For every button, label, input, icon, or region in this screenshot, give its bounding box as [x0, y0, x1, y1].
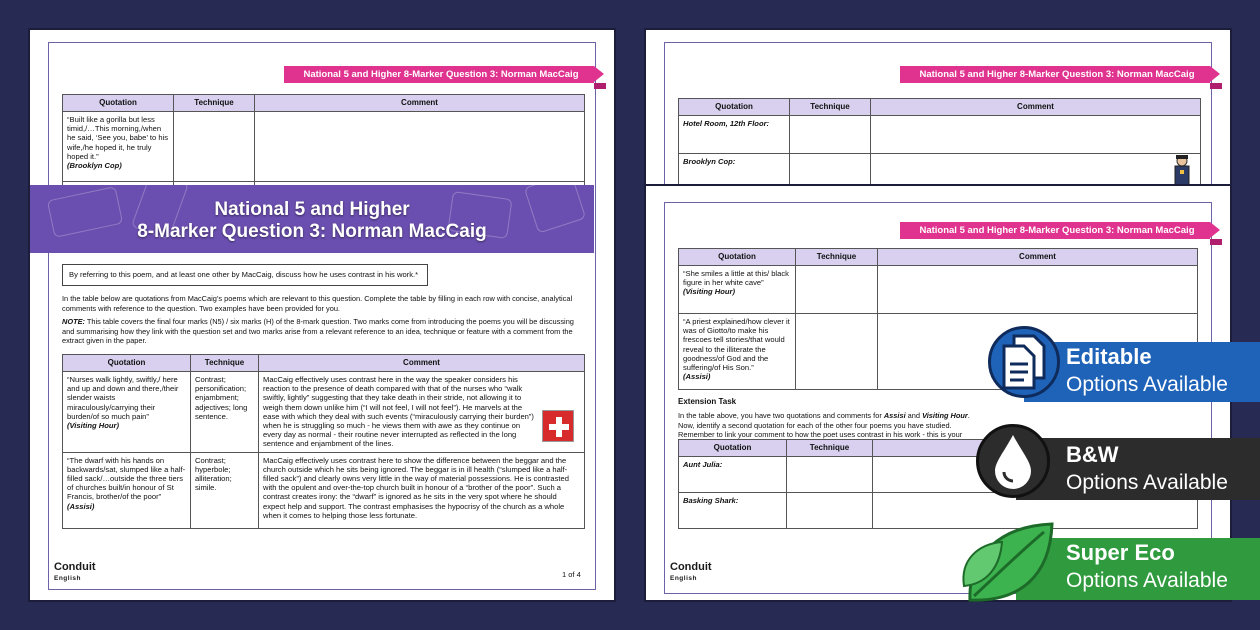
quotation-text: “Nurses walk lightly, swiftly,/ here and up and down and there,/their slender waists miraculously/carrying their burden/of so much pain” [67, 375, 179, 421]
header-ribbon: National 5 and Higher 8-Marker Question 3: Norman MacCaig [900, 66, 1210, 83]
technique-cell[interactable] [174, 112, 255, 182]
quotation-cell [63, 452, 191, 528]
col-comment: Comment [259, 355, 585, 372]
logo-subtext: English [670, 575, 697, 582]
comment-cell: MacCaig effectively uses contrast here to show the difference between the beggar and the church outside which he sits being ignored. The beggar is in ill health (“slumped like a half-filled sack”) and clearly owns very little in the way of material possessions. He is contrasted with the opulent and over-the-top church built in honour of a “brother of the poor”. Such a contrast creates irony: the “dwarf” is ignored as he sits in the very spot where he should expect help and support. The contrast emphasises the hypocrisy of the church as a whole when it comes to helping those less fortunate. [259, 452, 585, 528]
quotation-table [678, 98, 1201, 188]
header-ribbon: National 5 and Higher 8-Marker Question 3: Norman MacCaig [900, 222, 1210, 239]
extension-text-c: . Now, identify a second quotation for each of the other four poems you have studied. Remember to link your comment to how the poet uses contrast in his work - this is your [678, 411, 970, 440]
extension-text-b: and [905, 411, 923, 420]
table-row [679, 154, 1201, 189]
banner-title [30, 199, 594, 243]
quotation-text: Aunt Julia: [683, 460, 723, 469]
quotation-source: (Visiting Hour) [67, 421, 120, 431]
quotation-text: “A priest explained/how clever it was of Giotto/to make his frescoes tell stories/that would reveal to the illiterate the goodness/of God and the suffering/of His Son.” [683, 317, 790, 373]
technique-cell[interactable] [790, 154, 871, 189]
technique-cell[interactable] [790, 116, 871, 154]
technique-cell: Contrast; hyperbole; alliteration; simile. [191, 452, 259, 528]
comment-cell[interactable] [878, 266, 1198, 314]
logo-subtext: English [54, 575, 81, 582]
col-comment: Comment [255, 95, 585, 112]
logo-text: Conduit [54, 561, 96, 573]
quotation-cell [679, 266, 796, 314]
quotation-table-main [62, 354, 585, 529]
header-ribbon: National 5 and Higher 8-Marker Question 3: Norman MacCaig [284, 66, 594, 83]
extension-emphasis-1: Assisi [883, 411, 906, 420]
col-quotation: Quotation [63, 95, 174, 112]
note-text [62, 317, 585, 346]
quotation-text: Brooklyn Cop: [683, 157, 736, 166]
question-prompt-box [62, 264, 428, 286]
comment-cell[interactable] [871, 116, 1201, 154]
table-row [63, 372, 585, 453]
col-quotation: Quotation [679, 249, 796, 266]
col-comment: Comment [871, 99, 1201, 116]
badge-subtitle: Options Available [1066, 471, 1228, 494]
worksheet-page-2 [644, 28, 1232, 188]
comment-cell: MacCaig effectively uses contrast here in the way the speaker considers his reaction to the presence of death compared with that of the nurses who “walk swiftly, lightly” suggesting that they take death in their stride, not allowing it to weigh them down unlike him (“I will not feel, I will not feel”). He marvels at the ease with which they deal with such events (“miraculously carrying their burden”) when he is struggling so much - he views them with awe as they continue on every day as normal - their routine never interrupted as reflected in the long sentence and enjambment of the lines. [259, 372, 585, 453]
document-icon [1000, 334, 1048, 390]
quotation-source: (Visiting Hour) [683, 287, 736, 297]
badge-subtitle: Options Available [1066, 569, 1228, 592]
banner-title-line2: 8-Marker Question 3: Norman MacCaig [137, 221, 487, 242]
col-technique: Technique [787, 440, 873, 457]
editable-badge[interactable] [988, 320, 1260, 406]
page-number: 1 of 4 [562, 570, 581, 579]
technique-cell[interactable] [787, 493, 873, 529]
technique-cell[interactable] [787, 457, 873, 493]
ribbon-tail [1210, 239, 1222, 245]
comment-cell[interactable] [255, 112, 585, 182]
quotation-cell [679, 493, 787, 529]
leaf-icon [960, 516, 1056, 612]
table-row [679, 266, 1198, 314]
technique-cell[interactable] [796, 314, 878, 390]
quotation-source: (Assisi) [67, 501, 95, 511]
quotation-source: (Assisi) [683, 372, 711, 382]
quotation-text: “The dwarf with his hands on backwards/sat, slumped like a half-filled sack/…outside the three tiers of churches built/in honour of St Francis, brother/of the poor” [67, 455, 186, 502]
col-technique: Technique [796, 249, 878, 266]
ribbon-tail [1210, 83, 1222, 89]
ribbon-tail [594, 83, 606, 89]
logo-text: Conduit [670, 561, 712, 573]
quotation-cell [63, 112, 174, 182]
title-banner [30, 185, 594, 253]
worksheet-page-1 [28, 28, 616, 602]
quotation-cell [679, 116, 790, 154]
technique-cell: Contrast; personification; enjambment; adjectives; long sentence. [191, 372, 259, 453]
badge-subtitle: Options Available [1066, 373, 1228, 396]
col-quotation: Quotation [63, 355, 191, 372]
quotation-source: (Brooklyn Cop) [67, 161, 122, 171]
table-row [679, 116, 1201, 154]
extension-emphasis-2: Visiting Hour [922, 411, 968, 420]
badge-title: B&W [1066, 442, 1119, 467]
col-technique: Technique [790, 99, 871, 116]
col-technique: Technique [174, 95, 255, 112]
note-body: This table covers the final four marks (N5) / six marks (H) of the 8-mark question. Two marks come from introducing the poems you will be discussing and summarising how they link with the question set and two marks arise from a relevant reference to an idea, technique or feature with a comment from the extract given in the paper. [62, 317, 574, 346]
badge-title: Editable [1066, 344, 1152, 369]
ink-drop-icon [990, 432, 1036, 490]
conduit-logo [54, 562, 96, 584]
table-row [63, 452, 585, 528]
col-quotation: Quotation [679, 440, 787, 457]
police-officer-icon [1170, 154, 1194, 188]
extension-task-title: Extension Task [678, 397, 737, 406]
note-label: NOTE: [62, 317, 85, 326]
instructions-text: In the table below are quotations from MacCaig’s poems which are relevant to this question. Complete the table by filling in each row with concise, analytical comments with reference to the question. Two examples have been provided for you. [62, 294, 573, 313]
quotation-text: “Built like a gorilla but less timid,/…This morning,/when he said, ‘See you, babe’ to his wife,/he hoped it, he truly hoped it.” [67, 115, 169, 161]
col-comment: Comment [878, 249, 1198, 266]
bw-badge[interactable] [976, 420, 1260, 506]
col-technique: Technique [191, 355, 259, 372]
question-prompt: By referring to this poem, and at least one other by MacCaig, discuss how he uses contrast in his work.* [69, 270, 419, 279]
badge-title: Super Eco [1066, 540, 1175, 565]
super-eco-badge[interactable] [960, 516, 1260, 612]
technique-cell[interactable] [796, 266, 878, 314]
quotation-cell [679, 457, 787, 493]
swiss-flag-icon [542, 410, 574, 442]
quotation-text: Hotel Room, 12th Floor: [683, 119, 770, 128]
quotation-text: “She smiles a little at this/ black figure in her white cave” [683, 269, 789, 288]
extension-text-a: In the table above, you have two quotations and comments for [678, 411, 884, 420]
quotation-cell [679, 154, 790, 189]
table-row [63, 112, 585, 182]
comment-cell[interactable] [871, 154, 1201, 189]
quotation-text: Basking Shark: [683, 496, 739, 505]
quotation-cell [679, 314, 796, 390]
col-quotation: Quotation [679, 99, 790, 116]
quotation-cell [63, 372, 191, 453]
banner-title-line1: National 5 and Higher [214, 199, 410, 220]
conduit-logo [670, 562, 712, 584]
